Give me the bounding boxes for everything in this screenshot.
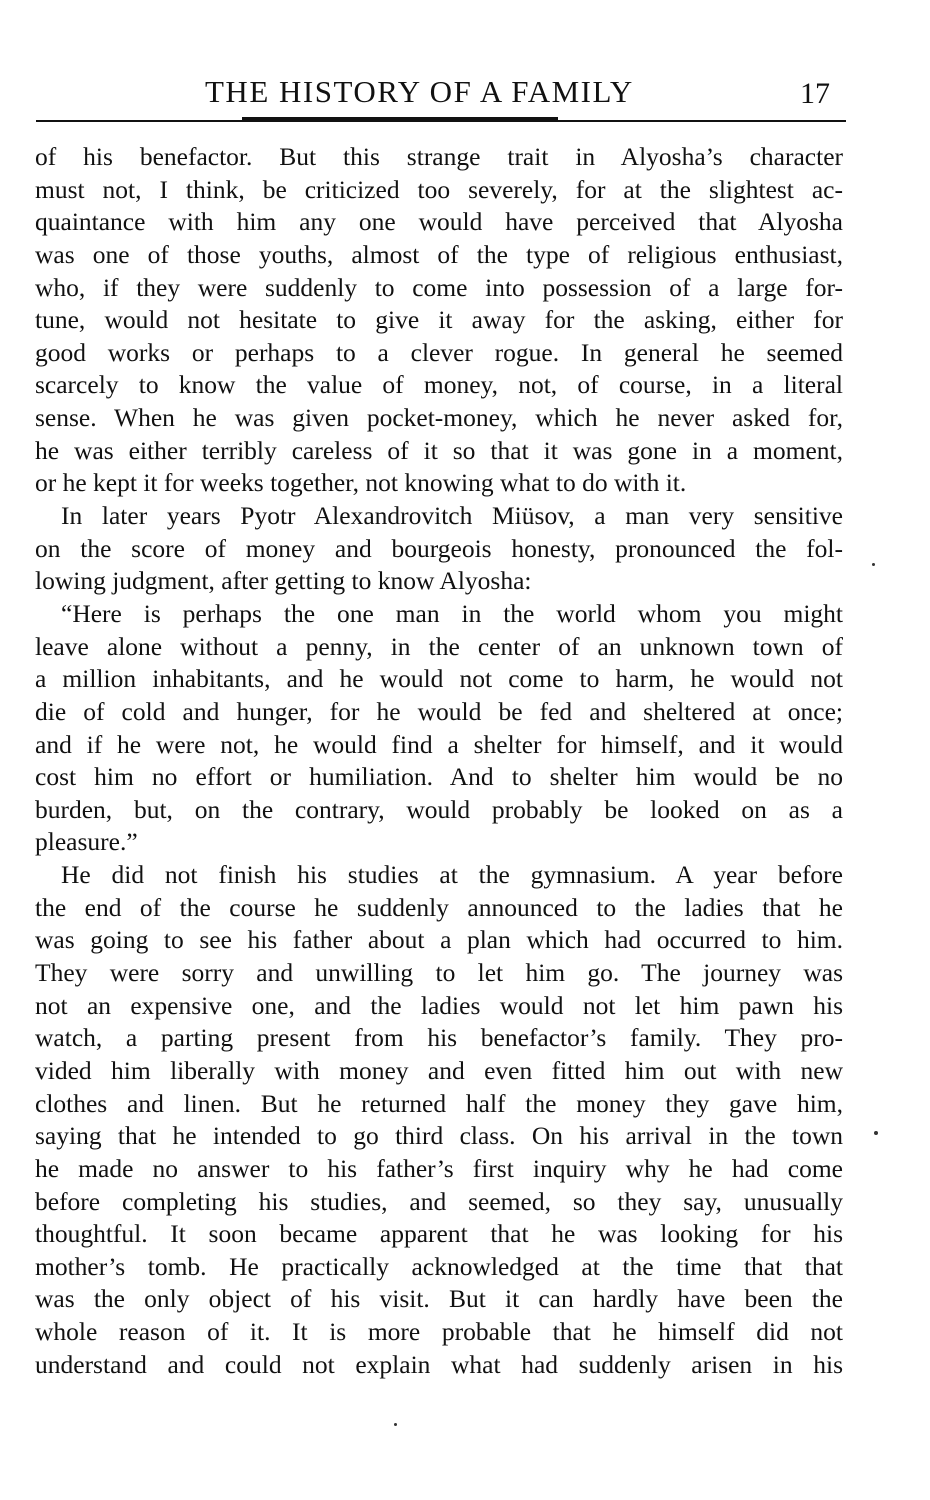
text-line: was going to see his father about a plan which had occurred to him. [35, 925, 843, 955]
text-line: good works or perhaps to a clever rogue. In general he seemed [35, 337, 843, 367]
text-line: cost him no effort or humiliation. And to shelter him would be no [35, 762, 843, 792]
header-rule-accent [242, 117, 558, 122]
text-line: lowing judgment, after getting to know Alyosha: [35, 566, 532, 596]
text-line: burden, but, on the contrary, would probably be looked on as a [35, 794, 843, 824]
text-line: die of cold and hunger, for he would be fed and sheltered at once; [35, 696, 843, 726]
text-line: tune, would not hesitate to give it away for the asking, either for [35, 305, 843, 335]
text-line: of his benefactor. But this strange trait in Alyosha’s character [35, 142, 843, 171]
text-line: not an expensive one, and the ladies would not let him pawn his [35, 990, 843, 1020]
text-line: thoughtful. It soon became apparent that he was looking for his [35, 1219, 843, 1249]
text-line: scarcely to know the value of money, not, of course, in a literal [35, 370, 843, 400]
print-speck [874, 1131, 878, 1135]
text-line: mother’s tomb. He practically acknowledged at the time that that [35, 1251, 843, 1281]
text-line: sense. When he was given pocket-money, which he never asked for, [35, 403, 843, 433]
page-number: 17 [800, 77, 830, 110]
text-line: the end of the course he suddenly announced to the ladies that he [35, 892, 843, 922]
text-line: who, if they were suddenly to come into possession of a large for- [35, 272, 843, 302]
text-line: whole reason of it. It is more probable that he himself did not [35, 1317, 843, 1347]
text-line: leave alone without a penny, in the center of an unknown town of [35, 631, 843, 661]
text-line: a million inhabitants, and he would not come to harm, he would not [35, 664, 843, 694]
text-line: was one of those youths, almost of the type of religious enthusiast, [35, 239, 843, 269]
text-line: or he kept it for weeks together, not knowing what to do with it. [35, 468, 687, 498]
text-line: on the score of money and bourgeois honesty, pronounced the fol- [35, 533, 843, 563]
body-text [35, 141, 843, 1381]
text-line: before completing his studies, and seemed, so they say, unusually [35, 1186, 843, 1216]
text-line: must not, I think, be criticized too severely, for at the slightest ac- [35, 174, 843, 204]
text-line: saying that he intended to go third class. On his arrival in the town [35, 1121, 843, 1151]
running-header [0, 74, 930, 118]
text-line: In later years Pyotr Alexandrovitch Miüsov, a man very sensitive [61, 501, 843, 531]
text-line: he made no answer to his father’s first inquiry why he had come [35, 1153, 843, 1183]
text-line: quaintance with him any one would have perceived that Alyosha [35, 207, 843, 237]
print-speck [872, 563, 875, 566]
text-line: vided him liberally with money and even fitted him out with new [35, 1055, 843, 1085]
print-speck [394, 1423, 397, 1426]
text-line: and if he were not, he would find a shelter for himself, and it would [35, 729, 843, 759]
text-line: understand and could not explain what had suddenly arisen in his [35, 1349, 843, 1379]
text-line: watch, a parting present from his benefactor’s family. They pro- [35, 1023, 843, 1053]
text-line: was the only object of his visit. But it can hardly have been the [35, 1284, 843, 1314]
text-line: he was either terribly careless of it so that it was gone in a moment, [35, 435, 843, 465]
text-line: clothes and linen. But he returned half the money they gave him, [35, 1088, 843, 1118]
text-line: They were sorry and unwilling to let him go. The journey was [35, 958, 843, 988]
text-line: “Here is perhaps the one man in the world whom you might [61, 598, 843, 628]
running-title: THE HISTORY OF A FAMILY [205, 74, 634, 109]
text-line: pleasure.” [35, 827, 138, 857]
text-line: He did not finish his studies at the gymnasium. A year before [61, 860, 843, 890]
